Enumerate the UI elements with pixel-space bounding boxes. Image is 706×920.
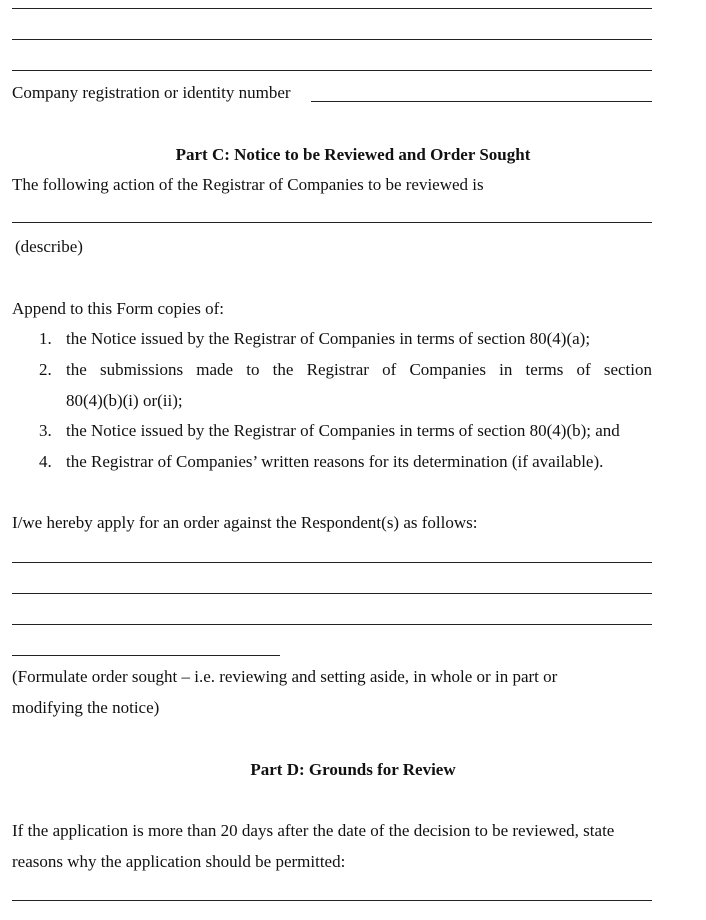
action-to-review-text: The following action of the Registrar of Companies to be reviewed is [12,175,484,194]
list-item: the Registrar of Companies’ written reasons for its determination (if available). [66,452,604,471]
part-c-heading: Part C: Notice to be Reviewed and Order Sought [175,145,531,164]
reasons-line-1[interactable] [12,900,652,901]
list-item-continuation: 80(4)(b)(i) or(ii); [66,391,183,410]
blank-line-2[interactable] [12,39,652,40]
action-description-field[interactable] [12,222,652,223]
apply-order-text: I/we hereby apply for an order against the Respondent(s) as follows: [12,513,478,532]
list-item: the Notice issued by the Registrar of Companies in terms of section 80(4)(a); [66,329,591,348]
list-item-number: 2. [39,360,52,379]
order-line-1[interactable] [12,562,652,563]
list-item-number: 1. [39,329,52,348]
order-line-2[interactable] [12,593,652,594]
registration-number-label: Company registration or identity number [12,83,291,102]
order-line-4[interactable] [12,655,280,656]
blank-line-1[interactable] [12,8,652,9]
list-item: the Notice issued by the Registrar of Companies in terms of section 80(4)(b); and [66,421,620,440]
formulate-order-hint: (Formulate order sought – i.e. reviewing and setting aside, in whole or in part or [12,667,558,686]
late-application-text-continuation: reasons why the application should be permitted: [12,852,346,871]
list-item-number: 4. [39,452,52,471]
part-d-heading: Part D: Grounds for Review [250,760,456,779]
append-intro: Append to this Form copies of: [12,299,225,318]
list-item-number: 3. [39,421,52,440]
formulate-order-hint-continuation: modifying the notice) [12,698,160,717]
describe-hint: (describe) [15,237,83,256]
list-item: the submissions made to the Registrar of Companies in terms of section [66,360,652,379]
order-line-3[interactable] [12,624,652,625]
registration-number-field[interactable] [311,101,652,102]
blank-line-3[interactable] [12,70,652,71]
late-application-text: If the application is more than 20 days after the date of the decision to be reviewed, state [12,821,615,840]
